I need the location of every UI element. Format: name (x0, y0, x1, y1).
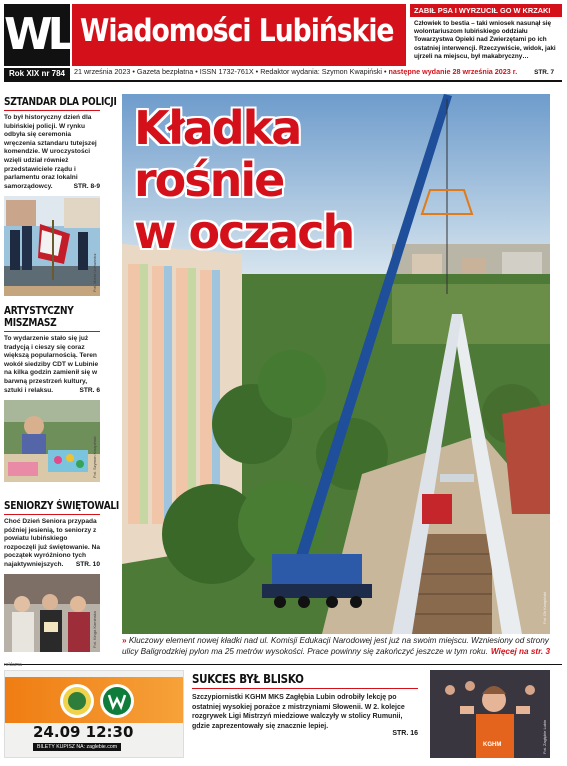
seniors-image (4, 574, 100, 652)
story-page: STR. 10 (75, 560, 100, 568)
free-paper-note: Gazeta bezpłatna (136, 67, 194, 76)
advertisement[interactable] (4, 670, 184, 758)
bottom-rule (4, 664, 562, 665)
ad-banner (5, 677, 184, 723)
story-page: STR. 8-9 (73, 182, 100, 190)
arrow-icon: » (122, 636, 127, 645)
headline-line-3: w oczach (134, 205, 354, 259)
tickets-info[interactable]: BILETY KUPISZ NA: zaglebie.com (33, 743, 121, 751)
art-event-image (4, 400, 100, 482)
police-ceremony-image (4, 196, 100, 296)
teaser-page: STR. 7 (534, 69, 554, 76)
divider (4, 110, 100, 111)
story-text: Choć Dzień Seniora przypada później jesienią, to seniorzy z powiatu lubińskiego rozpoczęli już świętowanie. Na początek wyróżniono tych najaktywniejszych. (4, 518, 100, 568)
photo-credit: Fot. Kinga Kaminska (92, 611, 97, 648)
main-photo[interactable] (122, 94, 550, 634)
jersey-sponsor: KGHM (483, 742, 502, 748)
seniors-photo (4, 574, 100, 652)
sidebar-story-art[interactable] (4, 305, 116, 482)
story-page: STR. 16 (392, 730, 418, 737)
main-caption (122, 636, 554, 657)
photo-credit: Fot. Marta Uchwanicz (92, 253, 97, 292)
story-text: To był historyczny dzień dla lubińskiej policji. W rynku odbyła się ceremonia wręczenia sztandaru tutejszej komendzie. W uroczystości wzięli udział również przedstawiciele rządu i parlamentu oraz lokalni samorządowcy. (4, 114, 97, 190)
bottom-story[interactable] (192, 672, 426, 737)
club-logos-icon (5, 677, 184, 723)
issue-number: Rok XIX nr 784 (4, 68, 70, 80)
divider (4, 331, 100, 332)
top-rule (4, 80, 562, 82)
newspaper-title: Wiadomości Lubińskie (80, 13, 394, 49)
photo-credit: Fot. Gk Kwapiński (542, 591, 547, 624)
police-photo (4, 196, 100, 296)
divider (192, 688, 418, 689)
handball-photo (430, 670, 550, 758)
divider (4, 514, 100, 515)
story-heading: SZTANDAR DLA POLICJI (4, 96, 117, 108)
sidebar-story-seniors[interactable] (4, 500, 120, 652)
story-text: To wydarzenie stało się już tradycją i cieszy się coraz większą popularnością. Teren wokół siedziby CDT w Lubinie na kilka godzin zamienił się w barwną przestrzeń kultury, sztuki i relaksu. (4, 335, 99, 394)
editor: Redaktor wydania: Szymon Kwapiński (260, 67, 383, 76)
teaser-text: Człowiek to bestia – taki wniosek nasunął się wolontariuszom lubińskiego oddziału Towarzystwa Opieki nad Zwierzętami po ich ostatniej interwencji. Rzeczywiście, widok, jaki ujrzeli na miejscu, był makabryczny… (414, 20, 556, 60)
caption-text: Kluczowy element nowej kładki nad ul. Komisji Edukacji Narodowej jest już na swoim miejscu. Wzniesiony od strony ulicy Baligrodzkiej pylon ma 25 metrów wysokości. Prace powinny się zakończyć jeszcze w tym roku. (122, 636, 549, 656)
art-photo (4, 400, 100, 482)
photo-credit: Fot. Szymon Kwapiński (92, 435, 97, 478)
main-headline (134, 102, 353, 258)
next-issue: następne wydanie 28 września 2023 r. (388, 67, 518, 76)
story-heading: SENIORZY ŚWIĘTOWALI (4, 500, 120, 512)
ad-label: reklama (4, 662, 22, 668)
title-bar (72, 4, 406, 66)
photo-credit: Fot. Zagłębie Lubin (542, 719, 547, 754)
more-link[interactable]: Więcej na str. 3 (490, 646, 550, 656)
sidebar-story-police[interactable] (4, 96, 116, 296)
story-text: Szczypiornistki KGHM MKS Zagłębia Lubin odrobiły lekcję po ostatniej wysokiej porażce z mistrzyniami Słowenii. W 2. kolejce rozgrywek Ligi Mistrzyń miedziowe walczyły w stolicy Rumunii, gdzie zaprezentowały się znacznie lepiej. (192, 694, 405, 730)
match-datetime: 24.09 12:30 (33, 723, 134, 741)
headline-line-1: Kładka (134, 101, 301, 155)
issn: ISSN 1732-761X (199, 67, 254, 76)
issue-date: 21 września 2023 (74, 67, 131, 76)
info-line: 21 września 2023 • Gazeta bezpłatna • ISSN 1732-761X • Redaktor wydania: Szymon Kwapiński • następne wydanie 28 września 2023 r. (74, 67, 518, 76)
headline-line-2: rośnie (134, 153, 284, 207)
story-heading: ARTYSTYCZNY MISZMASZ (4, 305, 74, 329)
logo: WL (4, 4, 70, 66)
story-page: STR. 6 (79, 386, 100, 394)
story-heading: SUKCES BYŁ BLISKO (192, 672, 304, 686)
teaser-heading: ZABIŁ PSA I WYRZUCIŁ GO W KRZAKI (410, 4, 562, 17)
